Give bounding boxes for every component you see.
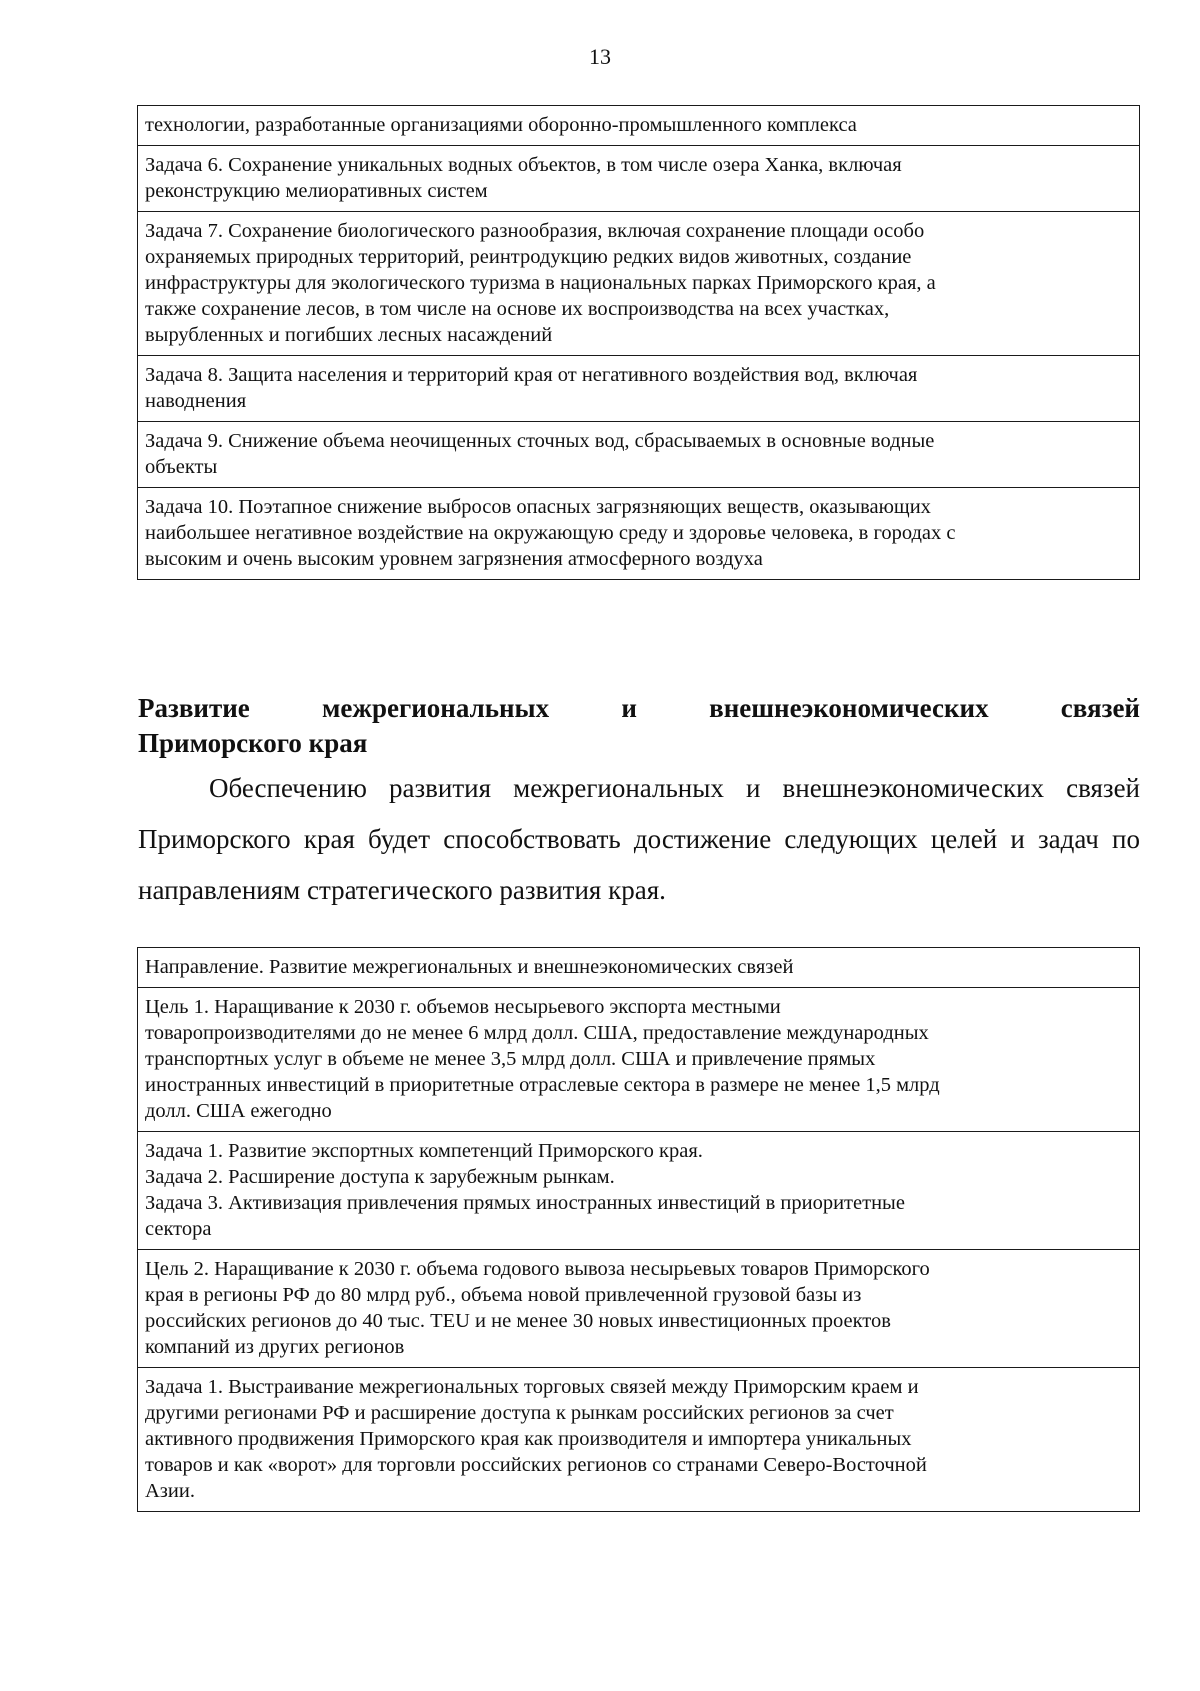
table-cell: Задача 7. Сохранение биологического разнообразия, включая сохранение площади особо охраняемых природных территорий, реинтродукцию редких видов животных, создание инфраструктуры для экологического туризма в национальных парках Приморского края, а также сохранение лесов, в том числе на основе их воспроизводства на всех участках, вырубленных и погибших лесных насаждений <box>138 212 1140 356</box>
table-cell: Задача 1. Развитие экспортных компетенций Приморского края. Задача 2. Расширение доступа к зарубежным рынкам. Задача 3. Активизация привлечения прямых иностранных инвестиций в приоритетные сектора <box>138 1132 1140 1250</box>
goals-table-continued <box>137 105 1140 580</box>
table-cell: Цель 1. Наращивание к 2030 г. объемов несырьевого экспорта местными товаропроизводителями до не менее 6 млрд долл. США, предоставление международных транспортных услуг в объеме не менее 3,5 млрд долл. США и привлечение прямых иностранных инвестиций в приоритетные отраслевые сектора в размере не менее 1,5 млрд долл. США ежегодно <box>138 988 1140 1132</box>
table-row <box>138 106 1140 146</box>
table-cell: Направление. Развитие межрегиональных и внешнеэкономических связей <box>138 948 1140 988</box>
table-cell: Задача 10. Поэтапное снижение выбросов опасных загрязняющих веществ, оказывающих наибольшее негативное воздействие на окружающую среду и здоровье человека, в городах с высоким и очень высоким уровнем загрязнения атмосферного воздуха <box>138 488 1140 580</box>
table-cell: технологии, разработанные организациями оборонно-промышленного комплекса <box>138 106 1140 146</box>
table-cell: Задача 9. Снижение объема неочищенных сточных вод, сбрасываемых в основные водные объекты <box>138 422 1140 488</box>
table-row <box>138 212 1140 356</box>
table-row <box>138 1250 1140 1368</box>
table-cell: Цель 2. Наращивание к 2030 г. объема годового вывоза несырьевых товаров Приморского края в регионы РФ до 80 млрд руб., объема новой привлеченной грузовой базы из российских регионов до 40 тыс. TEU и не менее 30 новых инвестиционных проектов компаний из других регионов <box>138 1250 1140 1368</box>
section-heading <box>138 691 1140 761</box>
table-cell: Задача 8. Защита населения и территорий края от негативного воздействия вод, включая наводнения <box>138 356 1140 422</box>
intro-paragraph: Обеспечению развития межрегиональных и внешнеэкономических связей Приморского края будет способствовать достижение следующих целей и задач по направлениям стратегического развития края. <box>138 773 1140 905</box>
section-heading-line-2: Приморского края <box>138 728 368 758</box>
table-cell: Задача 6. Сохранение уникальных водных объектов, в том числе озера Ханка, включая реконструкцию мелиоративных систем <box>138 146 1140 212</box>
table-row <box>138 146 1140 212</box>
table-row <box>138 356 1140 422</box>
page-number: 13 <box>589 44 611 69</box>
table-row <box>138 948 1140 988</box>
interregional-goals-table <box>137 947 1140 1512</box>
table-row <box>138 1368 1140 1512</box>
table-row <box>138 988 1140 1132</box>
table-row <box>138 422 1140 488</box>
table-row <box>138 488 1140 580</box>
table-row <box>138 1132 1140 1250</box>
table-cell: Задача 1. Выстраивание межрегиональных торговых связей между Приморским краем и другими регионами РФ и расширение доступа к рынкам российских регионов за счет активного продвижения Приморского края как производителя и импортера уникальных товаров и как «ворот» для торговли российских регионов со странами Северо-Восточной Азии. <box>138 1368 1140 1512</box>
section-heading-line-1: Развитие межрегиональных и внешнеэкономических связей <box>138 693 1140 723</box>
